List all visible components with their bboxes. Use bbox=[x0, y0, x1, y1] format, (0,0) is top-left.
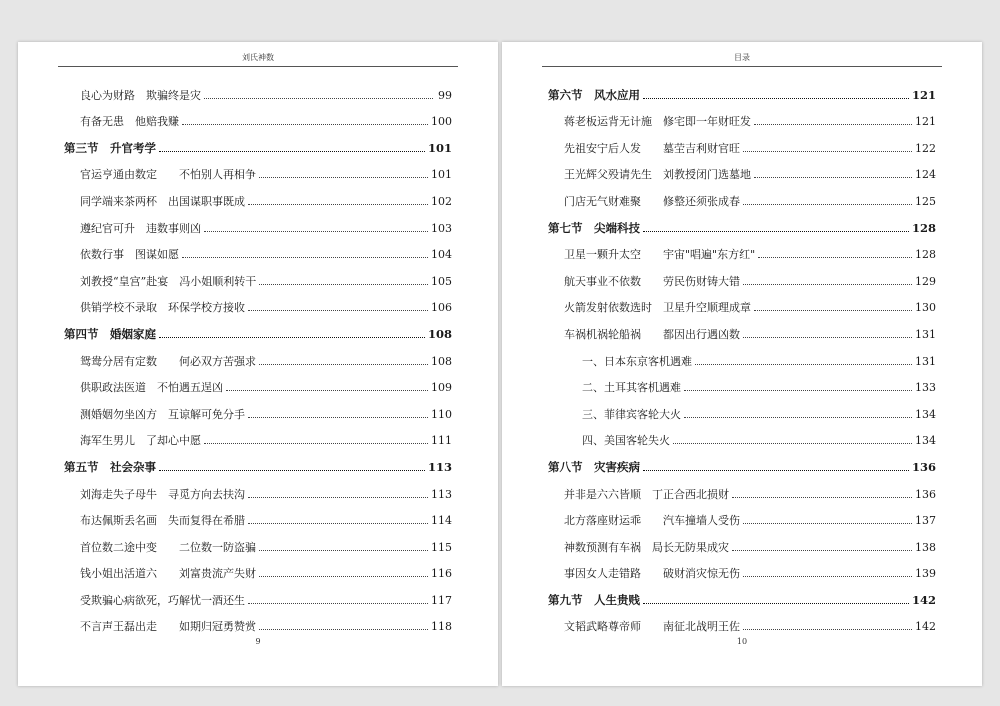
entry-page-number: 113 bbox=[427, 459, 452, 474]
entry-page-number: 113 bbox=[431, 487, 452, 501]
dot-leader bbox=[743, 576, 912, 577]
toc-entry[interactable] bbox=[548, 368, 936, 395]
toc-entry[interactable] bbox=[64, 261, 452, 288]
dot-leader bbox=[743, 337, 912, 338]
entry-page-number: 122 bbox=[915, 141, 936, 155]
dot-leader bbox=[226, 390, 428, 391]
toc-entry[interactable] bbox=[548, 181, 936, 208]
toc-entry[interactable] bbox=[548, 527, 936, 554]
dot-leader bbox=[754, 124, 912, 125]
entry-title: 供销学校不录取 环保学校方接收 bbox=[80, 301, 245, 315]
entry-title: 航天事业不依数 劳民伤财铸大错 bbox=[564, 274, 740, 288]
toc-entry[interactable] bbox=[548, 607, 936, 634]
toc-section-entry[interactable] bbox=[64, 447, 452, 474]
entry-title: 并非是六六皆顺 丁正合西北损财 bbox=[564, 487, 729, 501]
toc-entry[interactable] bbox=[64, 607, 452, 634]
entry-title: 卫星一颗升太空 宇宙"唱遍"东方红" bbox=[564, 248, 756, 262]
entry-title: 北方落座财运乖 汽车撞墙人受伤 bbox=[564, 514, 740, 528]
toc-section-entry[interactable] bbox=[548, 447, 936, 474]
entry-page-number: 121 bbox=[911, 87, 936, 102]
entry-title: 车祸机祸轮船祸 都因出行遇凶数 bbox=[564, 327, 740, 341]
dot-leader bbox=[684, 390, 912, 391]
toc-entry[interactable] bbox=[64, 155, 452, 182]
running-head: 目录 bbox=[734, 53, 750, 62]
entry-page-number: 125 bbox=[915, 194, 936, 208]
entry-title: 测婚姻勿坐凶方 互谅解可免分手 bbox=[80, 407, 245, 421]
entry-page-number: 108 bbox=[431, 354, 452, 368]
toc-entry[interactable] bbox=[64, 501, 452, 528]
entry-page-number: 129 bbox=[915, 274, 936, 288]
page-number: 10 bbox=[736, 637, 748, 646]
toc-section-entry[interactable] bbox=[548, 75, 936, 102]
entry-page-number: 131 bbox=[915, 354, 936, 368]
toc-entry[interactable] bbox=[64, 235, 452, 262]
dot-leader bbox=[758, 257, 912, 258]
toc-entry[interactable] bbox=[64, 554, 452, 581]
entry-title: 二、土耳其客机遇难 bbox=[582, 381, 681, 395]
dot-leader bbox=[743, 204, 912, 205]
entry-page-number: 128 bbox=[915, 248, 936, 262]
dot-leader bbox=[732, 497, 912, 498]
entry-page-number: 142 bbox=[911, 592, 936, 607]
dot-leader bbox=[182, 124, 428, 125]
entry-title: 遵纪官可升 违数事则凶 bbox=[80, 221, 201, 235]
entry-title: 先祖安宁后人发 墓茔吉利财官旺 bbox=[564, 141, 740, 155]
entry-title: 钱小姐出活道六 刘富贵流产失财 bbox=[80, 567, 256, 581]
entry-page-number: 116 bbox=[431, 567, 452, 581]
entry-page-number: 121 bbox=[915, 115, 936, 129]
toc-section-entry[interactable] bbox=[64, 314, 452, 341]
right-page bbox=[502, 42, 982, 686]
entry-title: 刘海走失子母牛 寻觅方向去扶沟 bbox=[80, 487, 245, 501]
dot-leader bbox=[248, 310, 428, 311]
entry-title: 第六节 风水应用 bbox=[548, 87, 640, 102]
dot-leader bbox=[643, 231, 909, 232]
entry-page-number: 100 bbox=[431, 115, 452, 129]
dot-leader bbox=[159, 470, 425, 471]
dot-leader bbox=[204, 443, 428, 444]
dot-leader bbox=[695, 364, 912, 365]
entry-page-number: 136 bbox=[915, 487, 936, 501]
toc-entry[interactable] bbox=[548, 128, 936, 155]
dot-leader bbox=[643, 470, 909, 471]
dot-leader bbox=[743, 151, 912, 152]
dot-leader bbox=[259, 284, 428, 285]
entry-page-number: 118 bbox=[431, 620, 452, 634]
entry-page-number: 111 bbox=[431, 434, 452, 448]
entry-page-number: 131 bbox=[915, 327, 936, 341]
entry-page-number: 110 bbox=[431, 407, 452, 421]
dot-leader bbox=[248, 417, 428, 418]
toc-entry[interactable] bbox=[548, 501, 936, 528]
toc-entry[interactable] bbox=[548, 554, 936, 581]
entry-title: 布达佩斯丢名画 失而复得在希腊 bbox=[80, 514, 245, 528]
dot-leader bbox=[204, 98, 433, 99]
toc-entry[interactable] bbox=[64, 341, 452, 368]
entry-title: 火箭发射依数选时 卫星升空顺理成章 bbox=[564, 301, 751, 315]
entry-title: 一、日本东京客机遇难 bbox=[582, 354, 692, 368]
toc-entry[interactable] bbox=[548, 314, 936, 341]
entry-title: 依数行事 图谋如愿 bbox=[80, 248, 179, 262]
toc-entry[interactable] bbox=[548, 288, 936, 315]
entry-page-number: 128 bbox=[911, 220, 936, 235]
toc-entry[interactable] bbox=[548, 261, 936, 288]
toc-entry[interactable] bbox=[64, 421, 452, 448]
toc-entry[interactable] bbox=[64, 527, 452, 554]
dot-leader bbox=[259, 364, 428, 365]
dot-leader bbox=[248, 204, 428, 205]
dot-leader bbox=[743, 284, 912, 285]
toc-entry[interactable] bbox=[64, 368, 452, 395]
dot-leader bbox=[754, 310, 912, 311]
entry-page-number: 134 bbox=[915, 434, 936, 448]
table-of-contents bbox=[548, 75, 936, 633]
entry-page-number: 137 bbox=[915, 514, 936, 528]
entry-page-number: 124 bbox=[915, 168, 936, 182]
entry-page-number: 138 bbox=[915, 540, 936, 554]
entry-title: 门店无气财难聚 修整还须张成春 bbox=[564, 194, 740, 208]
toc-section-entry[interactable] bbox=[64, 128, 452, 155]
toc-entry[interactable] bbox=[64, 181, 452, 208]
entry-page-number: 114 bbox=[431, 514, 452, 528]
toc-entry[interactable] bbox=[548, 341, 936, 368]
toc-entry[interactable] bbox=[64, 208, 452, 235]
toc-entry[interactable] bbox=[64, 75, 452, 102]
dot-leader bbox=[732, 550, 912, 551]
entry-title: 不言声王磊出走 如期归冠勇赞赏 bbox=[80, 620, 256, 634]
left-page bbox=[18, 42, 498, 686]
toc-entry[interactable] bbox=[548, 102, 936, 129]
dot-leader bbox=[248, 603, 428, 604]
toc-entry[interactable] bbox=[548, 421, 936, 448]
entry-title: 第九节 人生贵贱 bbox=[548, 592, 640, 607]
entry-title: 第八节 灾害疾病 bbox=[548, 459, 640, 474]
entry-title: 事因女人走错路 破财消灾惊无伤 bbox=[564, 567, 740, 581]
dot-leader bbox=[259, 550, 428, 551]
dot-leader bbox=[643, 603, 909, 604]
entry-page-number: 117 bbox=[431, 593, 452, 607]
toc-section-entry[interactable] bbox=[548, 580, 936, 607]
entry-title: 鸳鸯分居有定数 何必双方苦强求 bbox=[80, 354, 256, 368]
entry-title: 第四节 婚姻家庭 bbox=[64, 326, 156, 341]
entry-page-number: 104 bbox=[431, 248, 452, 262]
toc-entry[interactable] bbox=[64, 288, 452, 315]
entry-title: 文韬武略尊帝师 南征北战明王佐 bbox=[564, 620, 740, 634]
dot-leader bbox=[743, 629, 912, 630]
entry-page-number: 101 bbox=[427, 140, 452, 155]
dot-leader bbox=[182, 257, 428, 258]
entry-title: 神数预测有车祸 局长无防果成灾 bbox=[564, 540, 729, 554]
entry-page-number: 103 bbox=[431, 221, 452, 235]
dot-leader bbox=[754, 177, 912, 178]
toc-entry[interactable] bbox=[548, 235, 936, 262]
entry-title: 王光辉父殁请先生 刘教授闭门选墓地 bbox=[564, 168, 751, 182]
toc-entry[interactable] bbox=[64, 394, 452, 421]
entry-title: 官运亨通由数定 不怕别人再相争 bbox=[80, 168, 256, 182]
running-head: 刘氏神数 bbox=[242, 53, 274, 62]
dot-leader bbox=[259, 177, 428, 178]
entry-page-number: 139 bbox=[915, 567, 936, 581]
dot-leader bbox=[643, 98, 909, 99]
entry-title: 供职政法医道 不怕遇五逞凶 bbox=[80, 381, 223, 395]
entry-title: 第七节 尖端科技 bbox=[548, 220, 640, 235]
dot-leader bbox=[248, 523, 428, 524]
toc-entry[interactable] bbox=[64, 474, 452, 501]
toc-entry[interactable] bbox=[548, 394, 936, 421]
toc-entry[interactable] bbox=[548, 155, 936, 182]
entry-title: 三、菲律宾客轮大火 bbox=[582, 407, 681, 421]
dot-leader bbox=[684, 417, 912, 418]
header-rule bbox=[58, 66, 458, 67]
dot-leader bbox=[159, 151, 425, 152]
entry-page-number: 101 bbox=[431, 168, 452, 182]
entry-page-number: 133 bbox=[915, 381, 936, 395]
entry-title: 刘教授“皇宫”赴宴 冯小姐顺利转干 bbox=[80, 274, 257, 288]
entry-page-number: 136 bbox=[911, 459, 936, 474]
toc-entry[interactable] bbox=[548, 474, 936, 501]
dot-leader bbox=[673, 443, 912, 444]
entry-page-number: 134 bbox=[915, 407, 936, 421]
dot-leader bbox=[743, 523, 912, 524]
header-rule bbox=[542, 66, 942, 67]
entry-title: 蒋老板运背无计施 修宅即一年财旺发 bbox=[564, 115, 751, 129]
toc-section-entry[interactable] bbox=[548, 208, 936, 235]
page-number: 9 bbox=[255, 637, 261, 646]
dot-leader bbox=[204, 231, 428, 232]
entry-title: 有备无患 他赔我赚 bbox=[80, 115, 179, 129]
dot-leader bbox=[159, 337, 425, 338]
dot-leader bbox=[259, 576, 428, 577]
entry-title: 第三节 升官考学 bbox=[64, 140, 156, 155]
entry-page-number: 105 bbox=[431, 274, 452, 288]
entry-page-number: 142 bbox=[915, 620, 936, 634]
toc-entry[interactable] bbox=[64, 102, 452, 129]
entry-page-number: 115 bbox=[431, 540, 452, 554]
entry-title: 受欺骗心病欲死，巧解忧一酒还生 bbox=[80, 593, 245, 607]
dot-leader bbox=[248, 497, 428, 498]
entry-page-number: 109 bbox=[431, 381, 452, 395]
entry-page-number: 102 bbox=[431, 194, 452, 208]
entry-title: 同学端来茶两杯 出国谋职事既成 bbox=[80, 194, 245, 208]
entry-page-number: 108 bbox=[427, 326, 452, 341]
entry-page-number: 106 bbox=[431, 301, 452, 315]
dot-leader bbox=[259, 629, 428, 630]
entry-title: 良心为财路 欺骗终是灾 bbox=[80, 88, 201, 102]
entry-title: 海军生男儿 了却心中愿 bbox=[80, 434, 201, 448]
entry-title: 首位数二途中变 二位数一防盗骗 bbox=[80, 540, 256, 554]
entry-page-number: 99 bbox=[438, 88, 452, 102]
entry-title: 第五节 社会杂事 bbox=[64, 459, 156, 474]
entry-title: 四、美国客轮失火 bbox=[582, 434, 670, 448]
toc-entry[interactable] bbox=[64, 580, 452, 607]
table-of-contents bbox=[64, 75, 452, 633]
entry-page-number: 130 bbox=[915, 301, 936, 315]
